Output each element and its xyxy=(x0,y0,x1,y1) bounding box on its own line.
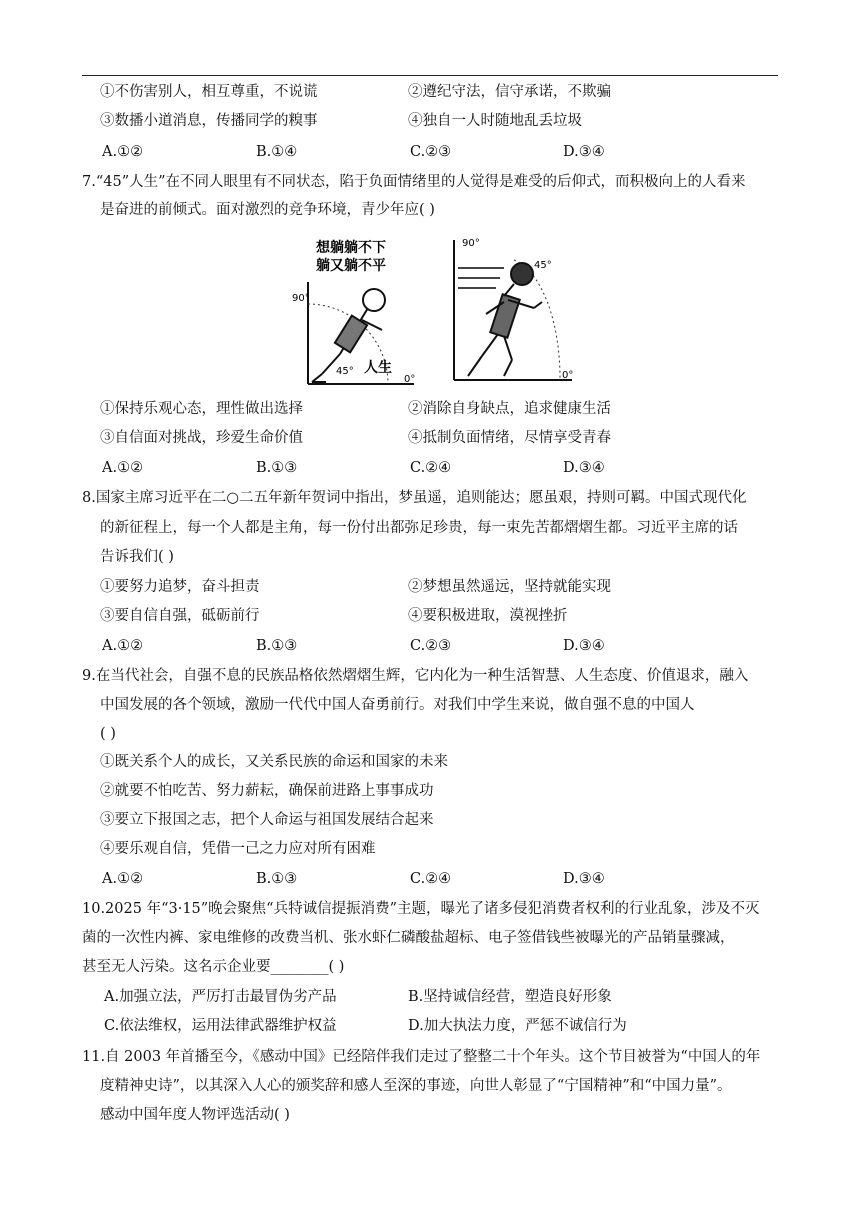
q9-choice-a: A.①② xyxy=(102,871,144,887)
q9-option-2: ②就要不怕吃苦、努力薪耘，确保前进路上事事成功 xyxy=(100,783,434,799)
q6-choice-b: B.①④ xyxy=(256,144,298,160)
q9-option-1: ①既关系个人的成长，又关系民族的命运和国家的未来 xyxy=(100,754,448,770)
q9-choice-b: B.①③ xyxy=(256,871,298,887)
q6-choice-d: D.③④ xyxy=(563,144,605,160)
q11-stem-line-1: 11.自 2003 年首播至今，《感动中国》已经陪伴我们走过了整整二十个年头。这个节目被誉为“中国人的年 xyxy=(82,1049,761,1065)
left-panel xyxy=(292,239,415,385)
q6-option-2: ②遵纪守法，信守承诺，不欺骗 xyxy=(408,84,611,100)
forward-leaning-person-figure xyxy=(468,263,542,376)
q7-option-1: ①保持乐观心态，理性做出选择 xyxy=(100,401,303,417)
q7-figure-illustration xyxy=(282,234,582,390)
right-label-45: 45° xyxy=(534,260,552,271)
q7-stem-line-1: 7.“45”人生”在不同人眼里有不同状态，陷于负面情绪里的人觉得是难受的后仰式，而积极向上的人看来 xyxy=(82,174,746,190)
q10-option-b: B.坚持诚信经营，塑造良好形象 xyxy=(408,989,612,1005)
q8-option-3: ③要自信自强，砥砺前行 xyxy=(100,608,260,624)
left-label-45: 45° xyxy=(336,366,354,377)
q10-option-c: C.依法维权，运用法律武器维护权益 xyxy=(104,1018,337,1034)
q7-choice-a: A.①② xyxy=(102,460,144,476)
q8-choice-c: C.②③ xyxy=(410,638,452,654)
left-caption-line-1: 想躺躺不下 xyxy=(316,240,386,256)
q10-option-d: D.加大执法力度，严惩不诚信行为 xyxy=(408,1018,627,1034)
q6-option-1: ①不伤害别人，相互尊重，不说谎 xyxy=(100,84,318,100)
q6-choice-c: C.②③ xyxy=(410,144,452,160)
q6-option-3: ③数播小道消息，传播同学的糗事 xyxy=(100,113,318,129)
q9-choice-c: C.②④ xyxy=(410,871,452,887)
q7-option-2: ②消除自身缺点，追求健康生活 xyxy=(408,401,611,417)
q11-stem-line-3: 感动中国年度人物评选活动( ) xyxy=(100,1107,290,1123)
q8-stem-line-2: 的新征程上，每一个人都是主角，每一份付出都弥足珍贵，每一束先苦都熠熠生都。习近平主席的话 xyxy=(100,520,738,536)
right-label-90: 90° xyxy=(462,238,480,249)
q7-choice-c: C.②④ xyxy=(410,460,452,476)
q7-option-3: ③自信面对挑战，珍爱生命价值 xyxy=(100,430,303,446)
left-label-90: 90° xyxy=(292,293,310,304)
q7-choice-d: D.③④ xyxy=(563,460,605,476)
q9-stem-line-3: ( ) xyxy=(100,726,116,742)
q10-stem-line-2: 菌的一次性内裤、家电维修的改费当机、张水虾仁磷酸盐超标、电子签借钱些被曝光的产品销量骤减， xyxy=(82,930,735,946)
q10-stem-line-3: 甚至无人污染。这名示企业要________( ) xyxy=(82,959,345,975)
q6-option-4: ④独自一人时随地乱丢垃圾 xyxy=(408,113,582,129)
q10-stem-line-1: 10.2025 年“3·15”晚会聚焦“兵特诚信提振消费”主题，曝光了诸多侵犯消费者权利的行业乱象，涉及不灭 xyxy=(82,901,760,917)
q9-choice-d: D.③④ xyxy=(563,871,605,887)
left-caption-line-2: 躺又躺不平 xyxy=(316,258,386,274)
q8-stem-line-3: 告诉我们( ) xyxy=(100,549,174,565)
q8-stem-line-1: 8.国家主席习近平在二○二五年新年贺词中指出，梦虽遥，追则能达；愿虽艰，持则可羁。中国式现代化 xyxy=(82,490,747,506)
q10-option-a: A.加强立法，严厉打击最冒伪劣产品 xyxy=(104,989,337,1005)
q7-stem-line-2: 是奋进的前倾式。面对激烈的竞争环境，青少年应( ) xyxy=(100,202,435,218)
q9-stem-line-1: 9.在当代社会，自强不息的民族品格依然熠熠生辉，它内化为一种生活智慧、人生态度、价值退求，融入 xyxy=(82,668,749,684)
q8-option-1: ①要努力追梦，奋斗担责 xyxy=(100,579,260,595)
q7-figure xyxy=(282,234,582,390)
q8-choice-d: D.③④ xyxy=(563,638,605,654)
q7-choice-b: B.①③ xyxy=(256,460,298,476)
q8-option-4: ④要积极进取，漠视挫折 xyxy=(408,608,568,624)
q8-choice-a: A.①② xyxy=(102,638,144,654)
q9-option-4: ④要乐观自信，凭借一己之力应对所有困难 xyxy=(100,841,376,857)
q9-option-3: ③要立下报国之志，把个人命运与祖国发展结合起来 xyxy=(100,812,434,828)
left-label-0: 0° xyxy=(404,374,416,385)
header-rule xyxy=(82,75,778,76)
q7-option-4: ④抵制负面情绪，尽情享受青春 xyxy=(408,430,611,446)
q8-choice-b: B.①③ xyxy=(256,638,298,654)
q9-stem-line-2: 中国发展的各个领域，激励一代代中国人奋勇前行。对我们中学生来说，做自强不息的中国人 xyxy=(100,697,695,713)
q11-stem-line-2: 度精神史诗”，以其深入人心的颁奖辞和感人至深的事迹，向世人彰显了“宁国精神”和“中国力量”。 xyxy=(100,1078,732,1094)
right-label-0: 0° xyxy=(562,370,574,381)
q8-option-2: ②梦想虽然遥远，坚持就能实现 xyxy=(408,579,611,595)
right-panel xyxy=(454,238,573,381)
left-label-life: 人生 xyxy=(364,360,392,376)
q6-choice-a: A.①② xyxy=(102,144,144,160)
